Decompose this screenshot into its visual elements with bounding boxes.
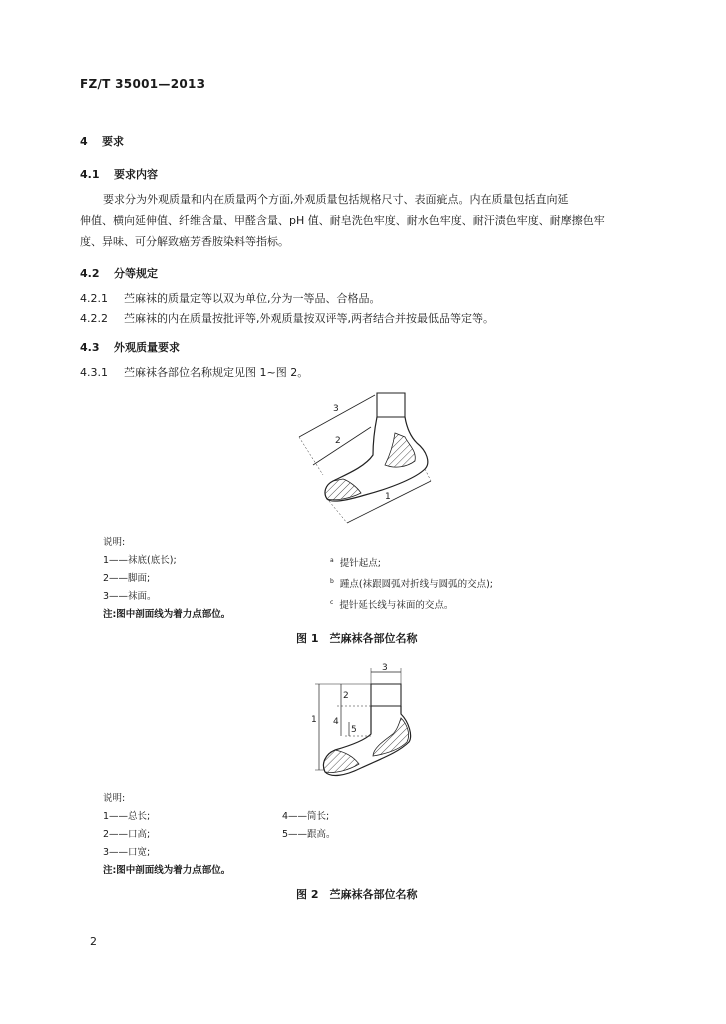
dimension-line-2 <box>313 427 371 465</box>
sock-cuff <box>371 684 401 706</box>
figure-2-label-3: 3 <box>382 663 388 673</box>
figure-2-legend <box>103 790 230 880</box>
legend-item <box>330 552 493 573</box>
legend-title: 说明: <box>103 537 126 548</box>
legend-text: 提针延长线与袜面的交点。 <box>339 600 454 612</box>
legend-item: 4——筒长; <box>282 811 330 822</box>
legend-mark: c <box>330 599 334 607</box>
figure-2-sock-diagram <box>305 660 425 790</box>
toe-hatch <box>325 479 361 500</box>
legend-item: 5——跟高。 <box>282 829 336 840</box>
figure-1-label-3: 3 <box>333 404 339 414</box>
legend-title: 说明: <box>103 793 126 804</box>
page-number: 2 <box>90 935 97 948</box>
heel-hatch <box>373 718 409 756</box>
legend-item: 3——口宽; <box>103 847 151 858</box>
section-4-1-body <box>80 189 605 252</box>
toe-hatch <box>323 750 359 773</box>
legend-item: 1——总长; <box>103 811 151 822</box>
section-title: 要求内容 <box>114 168 158 181</box>
sock-cuff <box>377 393 405 417</box>
clause-4-2-2 <box>80 310 494 326</box>
legend-text: 踵点(袜跟圆弧对折线与圆弧的交点); <box>339 579 493 591</box>
legend-mark: a <box>330 557 334 564</box>
figure-1-caption: 图 1 苎麻袜各部位名称 <box>296 632 418 645</box>
section-title: 分等规定 <box>114 267 158 280</box>
figure-note: 注:图中剖面线为着力点部位。 <box>103 865 231 876</box>
figure-1-sock-diagram <box>285 385 445 535</box>
legend-item: 1——袜底(底长); <box>103 555 177 566</box>
clause-text: 苎麻袜的内在质量按批评等,外观质量按双评等,两者结合并按最低品等定等。 <box>124 312 494 325</box>
paragraph-line: 要求分为外观质量和内在质量两个方面,外观质量包括规格尺寸、表面疵点。内在质量包括直向延 <box>103 193 569 206</box>
figure-1-legend <box>103 534 230 624</box>
section-number: 4.2 <box>80 267 100 280</box>
section-number: 4.3 <box>80 341 100 354</box>
clause-number: 4.3.1 <box>80 366 108 379</box>
clause-number: 4.2.2 <box>80 312 108 325</box>
figure-2-label-2: 2 <box>343 691 349 701</box>
figure-note: 注:图中剖面线为着力点部位。 <box>103 609 231 620</box>
section-4-3-heading <box>80 339 180 355</box>
clause-4-2-1 <box>80 290 381 306</box>
clause-number: 4.2.1 <box>80 292 108 305</box>
standard-code: FZ/T 35001—2013 <box>80 77 206 91</box>
section-number: 4 <box>80 135 88 148</box>
clause-4-3-1 <box>80 364 308 380</box>
legend-item <box>330 573 493 594</box>
figure-1-label-2: 2 <box>335 436 341 446</box>
clause-text: 苎麻袜各部位名称规定见图 1~图 2。 <box>124 366 309 379</box>
figure-1-legend-right <box>330 552 493 615</box>
figure-2-label-1: 1 <box>311 715 317 725</box>
section-4-2-heading <box>80 265 158 281</box>
dimension-line-3 <box>299 395 375 437</box>
heel-hatch <box>385 433 415 467</box>
legend-item <box>330 594 493 615</box>
figure-2-caption: 图 2 苎麻袜各部位名称 <box>296 888 418 901</box>
paragraph-line: 伸值、横向延伸值、纤维含量、甲醛含量、pH 值、耐皂洗色牢度、耐水色牢度、耐汗渍色牢度、耐摩擦色牢 <box>80 214 605 227</box>
legend-item: 2——脚面; <box>103 573 151 584</box>
legend-item: 3——袜面。 <box>103 591 157 602</box>
figure-1-label-1: 1 <box>385 492 391 502</box>
section-title: 要求 <box>102 135 124 148</box>
section-4-1-heading <box>80 166 158 182</box>
legend-item: 2——口高; <box>103 829 151 840</box>
section-4-heading <box>80 133 124 149</box>
figure-2-legend-right <box>282 808 336 844</box>
section-title: 外观质量要求 <box>114 341 180 354</box>
figure-2-label-5: 5 <box>351 725 357 735</box>
legend-text: 提针起点; <box>339 558 381 570</box>
legend-mark: b <box>330 578 334 586</box>
section-number: 4.1 <box>80 168 100 181</box>
clause-text: 苎麻袜的质量定等以双为单位,分为一等品、合格品。 <box>124 292 381 305</box>
paragraph-line: 度、异味、可分解致癌芳香胺染料等指标。 <box>80 235 289 248</box>
figure-2-label-4: 4 <box>333 717 339 727</box>
